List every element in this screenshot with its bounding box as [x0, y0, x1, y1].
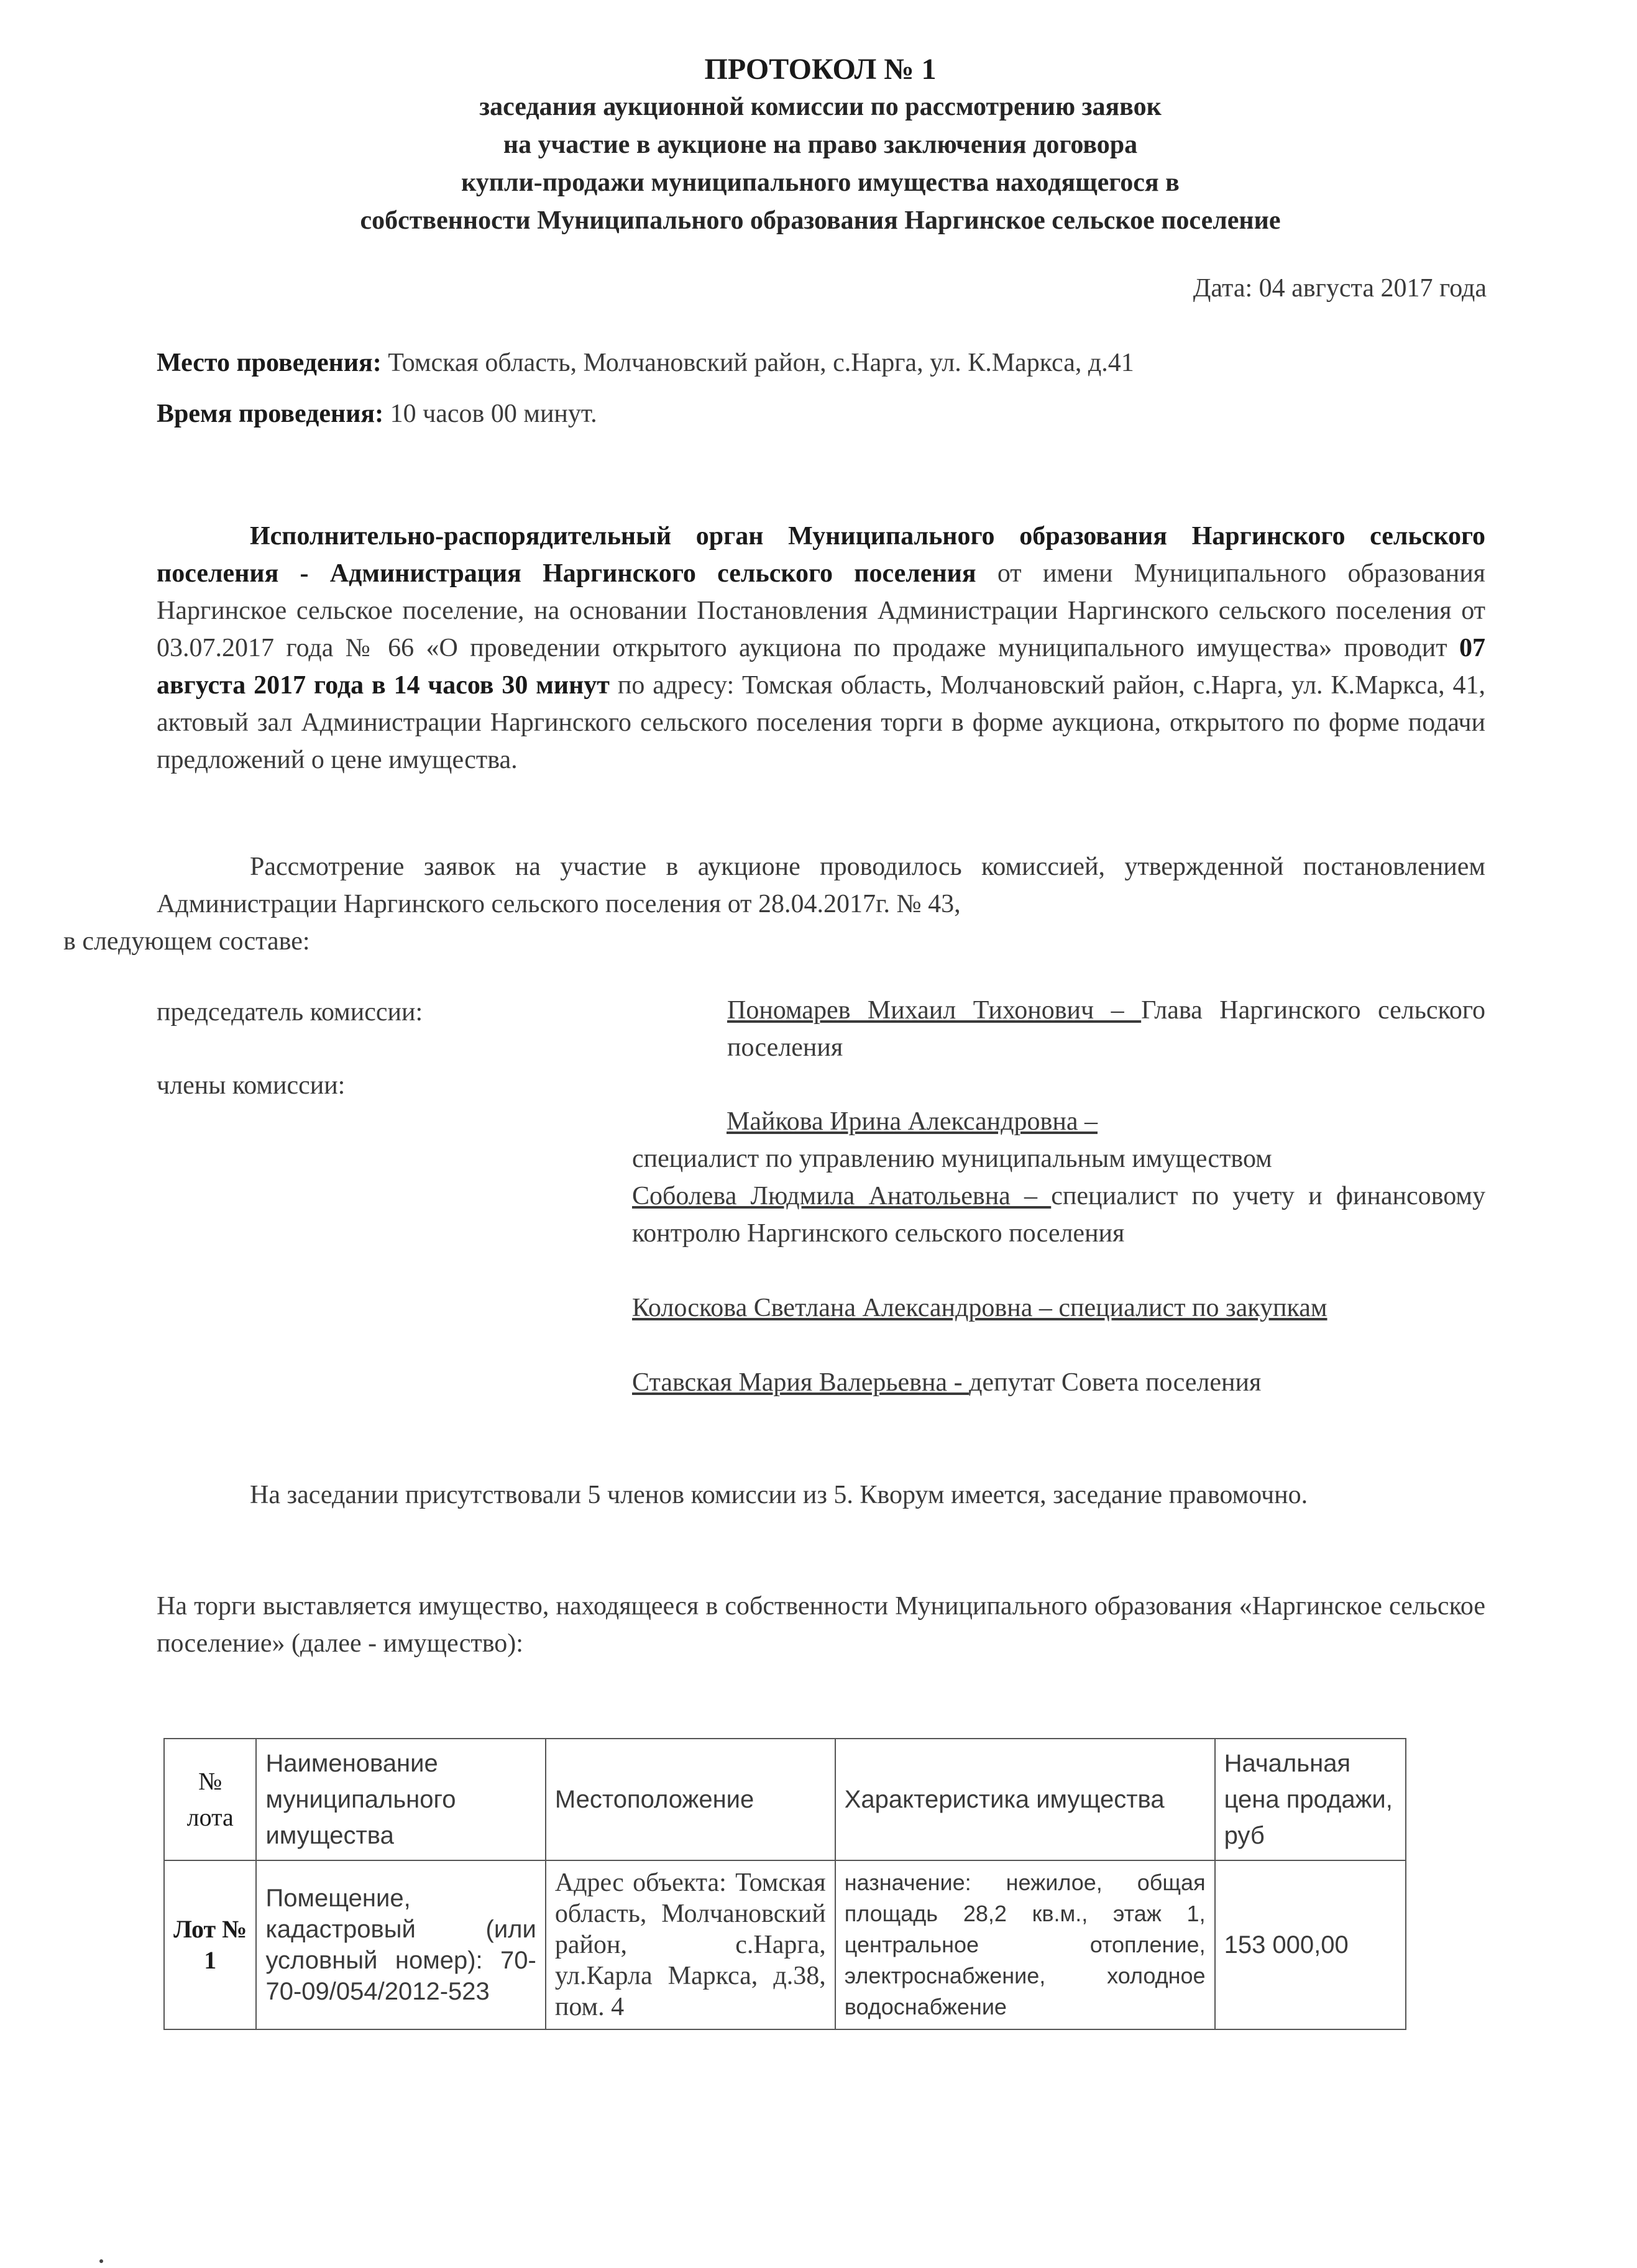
header-line: заседания аукционной комиссии по рассмотрению заявок — [479, 93, 1162, 121]
meeting-time — [157, 399, 597, 429]
meeting-time-value: 10 часов 00 минут. — [390, 400, 597, 428]
chair-name: Пономарев Михаил Тихонович – — [727, 996, 1142, 1025]
chair-role: Глава Наргинского сельского поселения — [727, 996, 1485, 1062]
header-line: собственности Муниципального образования Наргинское сельское поселение — [360, 206, 1281, 235]
member-role: специалист по учету и финансовому контролю Наргинского сельского поселения — [632, 1182, 1485, 1248]
lot-location: Адрес объекта: Томская область, Молчановский район, с.Нарга, ул.Карла Маркса, д.38, пом. 4 — [546, 1860, 835, 2029]
column-header: № лота — [164, 1739, 256, 1860]
meeting-place-label: Место проведения: — [157, 349, 382, 377]
meeting-place — [157, 348, 1134, 378]
meeting-place-value: Томская область, Молчановский район, с.Нарга, ул. К.Маркса, д.41 — [388, 349, 1134, 377]
commission-member — [632, 1177, 1485, 1252]
review-text: Рассмотрение заявок на участие в аукционе проводилось комиссией, утвержденной постановлением Администрации Наргинского сельского поселения от 28.04.2017г. № 43, — [157, 853, 1485, 918]
column-header: Наименование муниципального имущества — [256, 1739, 545, 1860]
quorum-paragraph: На заседании присутствовали 5 членов комиссии из 5. Кворум имеется, заседание правомочно. — [250, 1481, 1308, 1509]
header-line: купли-продажи муниципального имущества находящегося в — [461, 168, 1180, 197]
member-name: Колоскова Светлана Александровна – специалист по закупкам — [632, 1294, 1327, 1322]
member-role: специалист по управлению муниципальным имуществом — [632, 1145, 1272, 1173]
document-title: ПРОТОКОЛ № 1 — [704, 53, 937, 86]
lot-number: Лот № 1 — [164, 1860, 256, 2029]
review-paragraph — [63, 848, 1485, 960]
table-header-row — [164, 1739, 1406, 1860]
table-row — [164, 1860, 1406, 2029]
chair-label: председатель комиссии: — [157, 998, 423, 1027]
header-line: на участие в аукционе на право заключения договора — [503, 130, 1138, 159]
member-role: депутат Совета поселения — [969, 1368, 1262, 1397]
intro-text-address: по адресу: Томская область, Молчановский район, с.Нарга, ул. К.Маркса, 41, актовый зал Администрации Наргинского сельского поселения торги в форме аукциона, открытого по форме подачи предложений о цене имущества. — [157, 671, 1485, 774]
lot-characteristics: назначение: нежилое, общая площадь 28,2 кв.м., этаж 1, центральное отопление, электроснабжение, холодное водоснабжение — [835, 1860, 1215, 2029]
lot-name: Помещение, кадастровый (или условный номер): 70-70-09/054/2012-523 — [256, 1860, 545, 2029]
auction-datetime: 07 августа 2017 года в 14 часов 30 минут — [157, 634, 1485, 700]
offer-paragraph: На торги выставляется имущество, находящееся в собственности Муниципального образования «Наргинское сельское поселение» (далее - имущество): — [157, 1592, 1485, 1658]
member-name: Соболева Людмила Анатольевна – — [632, 1182, 1052, 1210]
member-name: Ставская Мария Валерьевна - — [632, 1368, 970, 1397]
document-date: Дата: 04 августа 2017 года — [1193, 274, 1487, 303]
column-header: Местоположение — [546, 1739, 835, 1860]
intro-paragraph — [157, 518, 1485, 779]
intro-text: от имени Муниципального образования Наргинское сельское поселение, на основании Постановления Администрации Наргинского сельского поселения от 03.07.2017 года № 66 «О проведении открытого аукциона по продаже муниципального имущества» проводит — [157, 559, 1485, 662]
commission-member — [632, 1364, 1485, 1401]
commission-chair — [727, 992, 1485, 1066]
commission-member — [632, 1103, 1485, 1177]
column-header: Начальная цена продажи, руб — [1215, 1739, 1406, 1860]
lots-table — [163, 1738, 1406, 2030]
lot-price: 153 000,00 — [1215, 1860, 1406, 2029]
document-header — [155, 51, 1485, 240]
scan-mark — [99, 2259, 103, 2263]
meeting-time-label: Время проведения: — [157, 400, 384, 428]
member-name: Майкова Ирина Александровна – — [727, 1107, 1098, 1136]
organizer-name: Исполнительно-распорядительный орган Муниципального образования Наргинского сельского поселения - Администрация Наргинского сельского поселения — [157, 522, 1485, 588]
column-header: Характеристика имущества — [835, 1739, 1215, 1860]
members-label: члены комиссии: — [157, 1071, 346, 1100]
commission-member — [632, 1289, 1485, 1327]
review-text-composition: в следующем составе: — [63, 927, 310, 956]
